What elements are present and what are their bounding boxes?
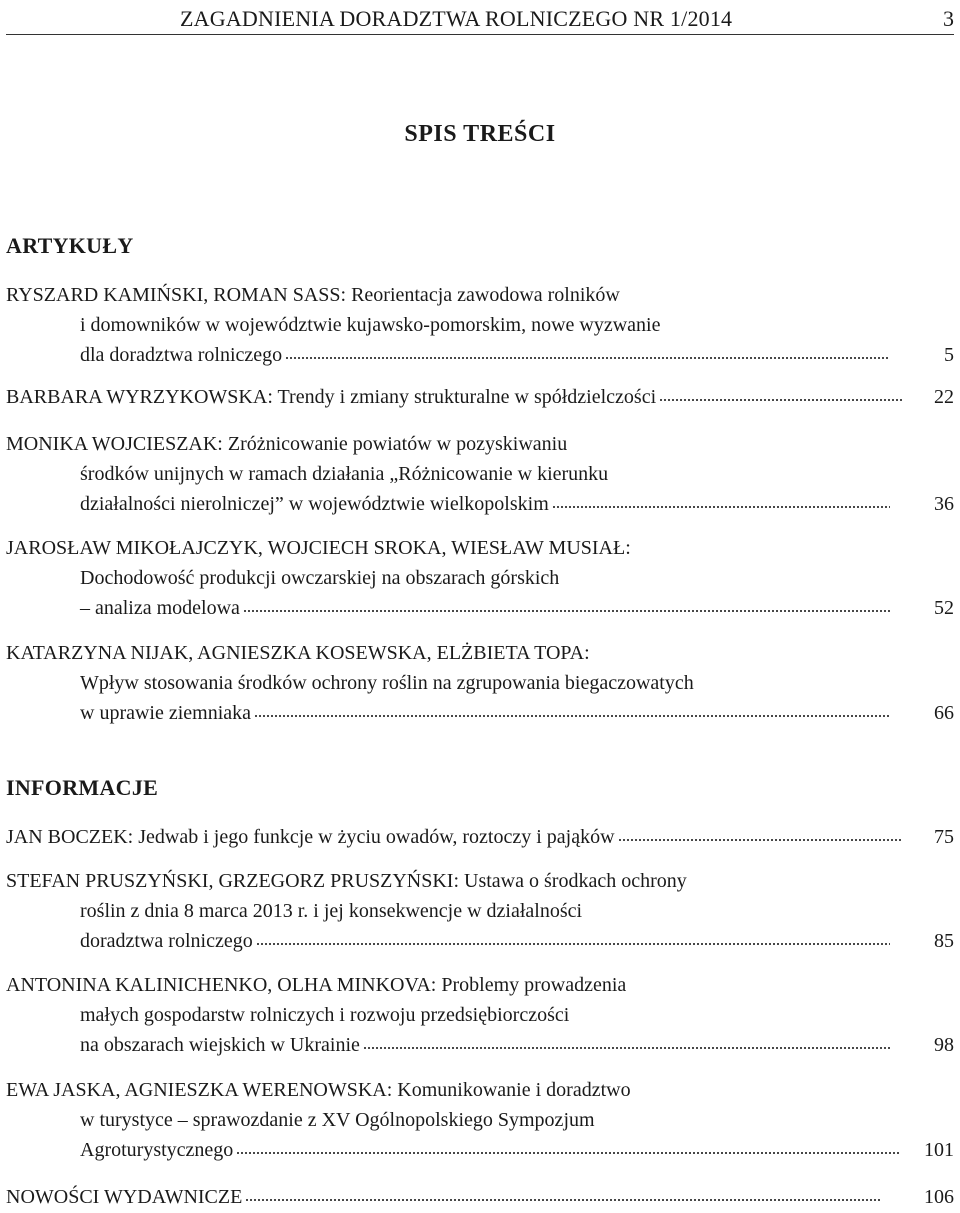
entry-line-text: – analiza modelowa (80, 597, 240, 619)
running-header (6, 4, 954, 35)
entry-line: małych gospodarstw rolniczych i rozwoju przedsiębiorczości (80, 1004, 570, 1026)
entry-line (80, 342, 900, 368)
entry-page-number: 36 (934, 493, 954, 515)
entry-line (6, 384, 912, 410)
dot-leader (363, 1046, 890, 1052)
dot-leader (256, 942, 890, 948)
entry-page-number: 85 (934, 930, 954, 952)
dot-leader (285, 356, 890, 362)
entry-line (6, 1184, 890, 1210)
entry-line-text: NOWOŚCI WYDAWNICZE (6, 1186, 243, 1208)
entry-line: Wpływ stosowania środków ochrony roślin na zgrupowania biegaczowatych (80, 672, 694, 694)
entry-line: roślin z dnia 8 marca 2013 r. i jej konsekwencje w działalności (80, 900, 583, 922)
entry-line: STEFAN PRUSZYŃSKI, GRZEGORZ PRUSZYŃSKI: Ustawa o środkach ochrony (6, 870, 687, 892)
entry-line (80, 928, 900, 954)
entry-page-number: 52 (934, 597, 954, 619)
entry-page-number: 106 (924, 1186, 954, 1208)
toc-entry[interactable] (6, 824, 954, 850)
toc-entry[interactable] (6, 282, 954, 368)
entry-line-text: doradztwa rolniczego (80, 930, 253, 952)
toc-entry[interactable] (6, 640, 954, 726)
entry-line: środków unijnych w ramach działania „Różnicowanie w kierunku (80, 463, 609, 485)
toc-entry[interactable] (6, 972, 954, 1058)
entry-page-number: 101 (924, 1139, 954, 1161)
entry-line: Dochodowość produkcji owczarskiej na obszarach górskich (80, 567, 560, 589)
entry-line: i domowników w województwie kujawsko-pomorskim, nowe wyzwanie (80, 314, 661, 336)
entry-line-text: JAN BOCZEK: Jedwab i jego funkcje w życiu owadów, roztoczy i pająków (6, 826, 615, 848)
entry-page-number: 66 (934, 702, 954, 724)
entry-line (80, 595, 900, 621)
entry-line-text: na obszarach wiejskich w Ukrainie (80, 1034, 360, 1056)
dot-leader (618, 838, 902, 844)
toc-title: SPIS TREŚCI (404, 121, 556, 147)
dot-leader (245, 1198, 880, 1204)
entry-line (80, 1032, 900, 1058)
toc-entry[interactable] (6, 535, 954, 621)
toc-entry[interactable] (6, 384, 954, 410)
dot-leader (254, 714, 890, 720)
toc-entry[interactable] (6, 1077, 954, 1163)
entry-line-text: działalności nierolniczej” w województwie wielkopolskim (80, 493, 549, 515)
dot-leader (243, 609, 890, 615)
entry-line-text: dla doradztwa rolniczego (80, 344, 283, 366)
entry-line (80, 1137, 910, 1163)
entry-line: EWA JASKA, AGNIESZKA WERENOWSKA: Komunikowanie i doradztwo (6, 1079, 631, 1101)
entry-line (80, 700, 900, 726)
entry-line (80, 491, 900, 517)
section-heading-articles: ARTYKUŁY (6, 233, 134, 258)
toc-entry[interactable] (6, 431, 954, 517)
entry-line: MONIKA WOJCIESZAK: Zróżnicowanie powiatów w pozyskiwaniu (6, 433, 568, 455)
entry-line-text: BARBARA WYRZYKOWSKA: Trendy i zmiany strukturalne w spółdzielczości (6, 386, 657, 408)
entry-page-number: 98 (934, 1034, 954, 1056)
toc-entry[interactable] (6, 868, 954, 954)
entry-line (6, 824, 912, 850)
entry-line: JAROSŁAW MIKOŁAJCZYK, WOJCIECH SROKA, WIESŁAW MUSIAŁ: (6, 537, 631, 559)
entry-line: KATARZYNA NIJAK, AGNIESZKA KOSEWSKA, ELŻBIETA TOPA: (6, 642, 590, 664)
section-heading-information: INFORMACJE (6, 775, 159, 800)
entry-page-number: 5 (944, 344, 954, 366)
entry-line-text: Agroturystycznego (80, 1139, 234, 1161)
toc-entry[interactable] (6, 1184, 954, 1210)
entry-page-number: 75 (934, 826, 954, 848)
dot-leader (236, 1151, 900, 1157)
page-number: 3 (943, 6, 954, 31)
entry-page-number: 22 (934, 386, 954, 408)
entry-line: w turystyce – sprawozdanie z XV Ogólnopolskiego Sympozjum (80, 1109, 595, 1131)
entry-line: RYSZARD KAMIŃSKI, ROMAN SASS: Reorientacja zawodowa rolników (6, 284, 620, 306)
entry-line-text: w uprawie ziemniaka (80, 702, 252, 724)
dot-leader (659, 398, 902, 404)
dot-leader (552, 505, 890, 511)
entry-line: ANTONINA KALINICHENKO, OLHA MINKOVA: Problemy prowadzenia (6, 974, 627, 996)
journal-title: ZAGADNIENIA DORADZTWA ROLNICZEGO NR 1/2014 (180, 6, 733, 31)
